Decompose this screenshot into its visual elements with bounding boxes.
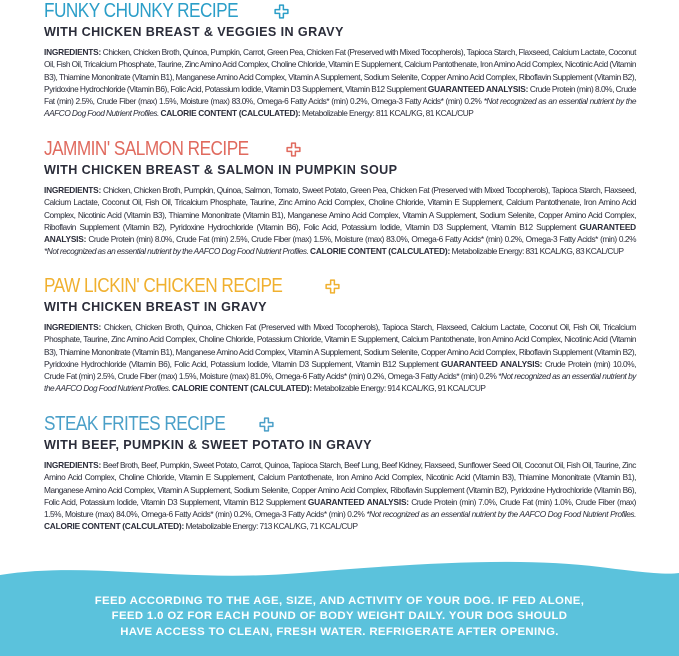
- calorie-text: Metabolizable Energy: 831 KCAL/KG, 83 KCAL/CUP: [451, 246, 624, 257]
- analysis-label: GUARANTEED ANALYSIS:: [427, 83, 529, 94]
- ingredients-text: Chicken, Chicken Broth, Pumpkin, Quinoa, Salmon, Tomato, Sweet Potato, Green Pea, Chicken Fat (Preserved with Mixed Tocopherols), Tapioca Starch, Flaxseed, Calcium Lactate, Coconut Oil, Fish Oil, Tricalcium Phosphate, Taurine, Zinc Amino Acid Complex, Choline Chloride, Vitamin E Supplement, Calcium Pantothenate, Iron Amino Acid Complex, Nicotinic Acid (Vitamin B3), Thiamine Mononitrate (Vitamin B1), Manganese Amino Acid Complex, Vitamin A Supplement, Sodium Selenite, Copper Amino Acid Complex, Riboflavin Supplement (Vitamin B2), Pyridoxine Hydrochloride (Vitamin B6), Folic Acid, Potassium Iodide, Vitamin D3 Supplement, Vitamin B12 Supplement: [44, 185, 636, 232]
- recipe-title-row: [44, 413, 636, 435]
- recipe-subtitle: WITH BEEF, PUMPKIN & SWEET POTATO IN GRAVY: [44, 438, 372, 452]
- recipe-details: [44, 459, 636, 533]
- ingredients-label: INGREDIENTS:: [44, 322, 102, 332]
- feeding-instructions-banner: [0, 553, 679, 656]
- ingredients-label: INGREDIENTS:: [44, 185, 102, 195]
- aafco-note: *Not recognized as an essential nutrient by the AAFCO Dog Food Nutrient Profiles.: [44, 371, 636, 394]
- aafco-note: *Not recognized as an essential nutrient by the AAFCO Dog Food Nutrient Profiles.: [44, 96, 636, 119]
- calorie-text: Metabolizable Energy: 914 KCAL/KG, 91 KCAL/CUP: [313, 383, 486, 394]
- calorie-label: CALORIE CONTENT (CALCULATED):: [160, 108, 301, 119]
- analysis-text: Crude Protein (min) 7.0%, Crude Fat (min) 1.0%, Crude Fiber (max) 1.5%, Moisture (max) 84.0%, Omega-6 Fatty Acids* (min) 0.2%, Omega-3 Fatty Acids* (min) 0.2%: [44, 496, 636, 520]
- ingredients-text: Beef Broth, Beef, Pumpkin, Sweet Potato, Carrot, Quinoa, Tapioca Starch, Beef Lung, Beef Kidney, Flaxseed, Sunflower Seed Oil, Coconut Oil, Fish Oil, Taurine, Zinc Amino Acid Complex, Choline Chloride, Vitamin E Supplement, Calcium Pantothenate, Iron Amino Acid Complex, Nicotinic Acid (Vitamin B3), Thiamine Mononitrate (Vitamin B1), Manganese Amino Acid Complex, Vitamin A Supplement, Sodium Selenite, Copper Amino Acid Complex, Riboflavin Supplement (Vitamin B2), Pyridoxine Hydrochloride (Vitamin B6), Folic Acid, Potassium Iodide, Vitamin D3 Supplement, Vitamin B12 Supplement: [44, 460, 636, 507]
- recipe-subtitle: WITH CHICKEN BREAST & VEGGIES IN GRAVY: [44, 25, 344, 39]
- analysis-label: GUARANTEED ANALYSIS:: [441, 358, 543, 369]
- recipe-subtitle: WITH CHICKEN BREAST & SALMON IN PUMPKIN SOUP: [44, 163, 398, 177]
- analysis-text: Crude Protein (min) 8.0%, Crude Fat (min) 2.5%, Crude Fiber (max) 1.5%, Moisture (max) 83.0%, Omega-6 Fatty Acids* (min) 0.2%, Omega-3 Fatty Acids* (min) 0.2%: [44, 83, 636, 107]
- calorie-label: CALORIE CONTENT (CALCULATED):: [171, 383, 312, 394]
- recipe-title: JAMMIN' SALMON RECIPE: [44, 138, 249, 160]
- recipe-details: [44, 184, 636, 258]
- recipe-details: [44, 321, 636, 395]
- recipe-title-row: [44, 0, 636, 22]
- aafco-note: *Not recognized as an essential nutrient by the AAFCO Dog Food Nutrient Profiles.: [44, 246, 309, 257]
- feeding-line-1: FEED ACCORDING TO THE AGE, SIZE, AND ACTIVITY OF YOUR DOG. IF FED ALONE,: [94, 595, 585, 607]
- analysis-label: GUARANTEED ANALYSIS:: [307, 496, 409, 507]
- ingredients-label: INGREDIENTS:: [44, 47, 102, 57]
- recipe-title: STEAK FRITES RECIPE: [44, 413, 226, 435]
- plus-icon: [325, 279, 340, 294]
- ingredients-label: INGREDIENTS:: [44, 460, 102, 470]
- recipe-details: [44, 46, 636, 120]
- plus-icon: [259, 417, 274, 432]
- recipe-steak-frites: [44, 413, 636, 533]
- analysis-text: Crude Protein (min) 10.0%, Crude Fat (min) 2.5%, Crude Fiber (max) 1.5%, Moisture (max) 81.0%, Omega-6 Fatty Acids* (min) 0.2%, Omega-3 Fatty Acids* (min) 0.2%: [44, 358, 636, 382]
- calorie-text: Metabolizable Energy: 713 KCAL/KG, 71 KCAL/CUP: [185, 521, 358, 532]
- recipe-funky-chunky: [44, 0, 636, 120]
- recipe-title: PAW LICKIN' CHICKEN RECIPE: [44, 275, 283, 297]
- recipe-jammin-salmon: [44, 138, 636, 258]
- feeding-line-3: HAVE ACCESS TO CLEAN, FRESH WATER. REFRIGERATE AFTER OPENING.: [120, 625, 559, 638]
- plus-icon: [274, 4, 289, 19]
- recipe-title-row: [44, 275, 636, 297]
- ingredients-text: Chicken, Chicken Broth, Quinoa, Pumpkin, Carrot, Green Pea, Chicken Fat (Preserved with Mixed Tocopherols), Tapioca Starch, Flaxseed, Calcium Lactate, Coconut Oil, Fish Oil, Tricalcium Phosphate, Taurine, Zinc Amino Acid Complex, Choline Chloride, Vitamin E Supplement, Calcium Pantothenate, Iron Amino Acid Complex, Nicotinic Acid (Vitamin B3), Thiamine Mononitrate (Vitamin B1), Manganese Amino Acid Complex, Vitamin A Supplement, Sodium Selenite, Copper Amino Acid Complex, Riboflavin Supplement (Vitamin B2), Pyridoxine Hydrochloride (Vitamin B6), Folic Acid, Potassium Iodide, Vitamin D3 Supplement, Vitamin B12 Supplement: [44, 47, 636, 94]
- analysis-text: Crude Protein (min) 8.0%, Crude Fat (min) 2.5%, Crude Fiber (max) 1.5%, Moisture (max) 83.0%, Omega-6 Fatty Acids* (min) 0.2%, Omega-3 Fatty Acids* (min) 0.2%: [88, 234, 636, 245]
- calorie-label: CALORIE CONTENT (CALCULATED):: [310, 246, 451, 257]
- calorie-text: Metabolizable Energy: 811 KCAL/KG, 81 KCAL/CUP: [302, 108, 474, 119]
- analysis-label: GUARANTEED ANALYSIS:: [44, 221, 636, 245]
- recipe-title-row: [44, 138, 636, 160]
- recipe-paw-lickin-chicken: [44, 275, 636, 395]
- feeding-line-2: FEED 1.0 OZ FOR EACH POUND OF BODY WEIGHT DAILY. YOUR DOG SHOULD: [111, 610, 568, 623]
- plus-icon: [286, 142, 301, 157]
- recipe-title: FUNKY CHUNKY RECIPE: [44, 0, 239, 22]
- calorie-label: CALORIE CONTENT (CALCULATED):: [44, 521, 185, 532]
- aafco-note: *Not recognized as an essential nutrient by the AAFCO Dog Food Nutrient Profiles.: [366, 509, 636, 520]
- feeding-instructions: [70, 594, 609, 640]
- ingredients-text: Chicken, Chicken Broth, Quinoa, Chicken Fat (Preserved with Mixed Tocopherols), Tapioca Starch, Flaxseed, Calcium Lactate, Coconut Oil, Fish Oil, Tricalcium Phosphate, Taurine, Zinc Amino Acid Complex, Choline Chloride, Potassium Chloride, Vitamin E Supplement, Calcium Pantothenate, Iron Amino Acid Complex, Nicotinic Acid (Vitamin B3), Thiamine Mononitrate (Vitamin B1), Manganese Amino Acid Complex, Vitamin A Supplement, Sodium Selenite, Copper Amino Acid Complex, Riboflavin Supplement (Vitamin B2), Pyridoxine Hydrochloride (Vitamin B6), Folic Acid, Potassium Iodide, Vitamin D3 Supplement, Vitamin B12 Supplement: [44, 322, 636, 369]
- recipe-subtitle: WITH CHICKEN BREAST IN GRAVY: [44, 300, 267, 314]
